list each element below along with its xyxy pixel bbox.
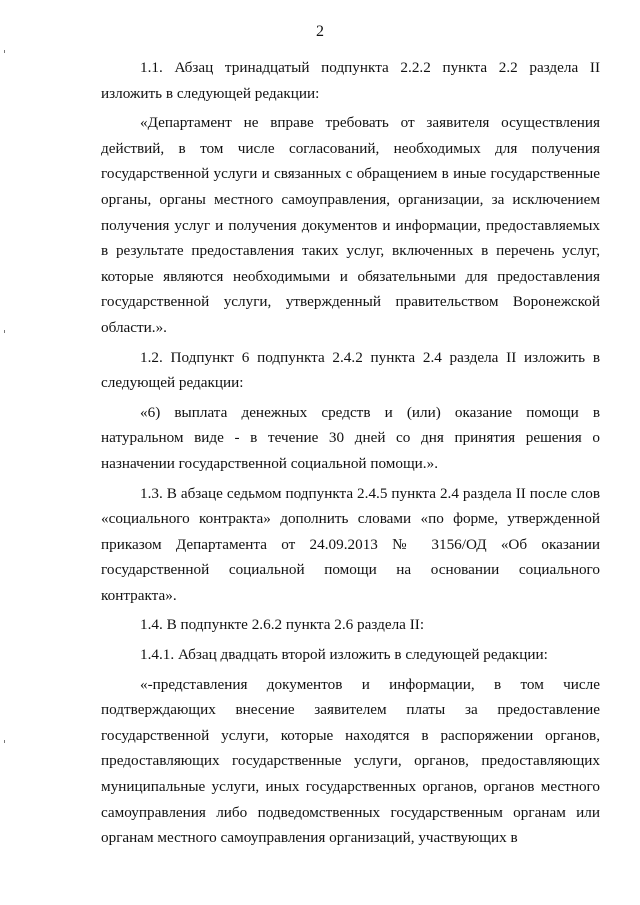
paragraph-1-4-1-quote: «-представления документов и информации, в том числе подтверждающих внесение заявителем платы за предоставление государственной услуги, которые находятся в распоряжении органов, предоставляющих государственные услуги, органов, предоставляющих муниципальные услуги, иных государственных органов, органов местного самоуправления либо подведомственных государственным органам или органам местного самоуправления организаций, участвующих в [101, 675, 600, 847]
paragraph-1-1-heading: 1.1. Абзац тринадцатый подпункта 2.2.2 пункта 2.2 раздела II изложить в следующей редакции: [101, 59, 600, 102]
scan-edge-mark [4, 740, 5, 743]
document-body [101, 55, 600, 855]
scan-edge-mark [4, 50, 5, 53]
paragraph-1-4-1: 1.4.1. Абзац двадцать второй изложить в следующей редакции: [140, 646, 548, 664]
page-number: 2 [316, 23, 324, 40]
scan-edge-mark [4, 330, 5, 333]
paragraph-1-3: 1.3. В абзаце седьмом подпункта 2.4.5 пункта 2.4 раздела II после слов «социального контракта» дополнить словами «по форме, утвержденной приказом Департамента от 24.09.2013 № 3156/ОД «Об оказании государственной социальной помощи на основании социального контракта». [101, 484, 600, 604]
paragraph-1-2-heading: 1.2. Подпункт 6 подпункта 2.4.2 пункта 2.4 раздела II изложить в следующей редакции: [101, 348, 600, 392]
paragraph-1-2-quote: «6) выплата денежных средств и (или) оказание помощи в натуральном виде - в течение 30 дней со дня принятия решения о назначении государственной социальной помощи.». [101, 403, 600, 472]
paragraph-1-1-quote: «Департамент не вправе требовать от заявителя осуществления действий, в том числе согласований, необходимых для получения государственной услуги и связанных с обращением в иные государственные органы, органы местного самоуправления, организации, за исключением получения услуг и получения документов и информации, предоставляемых в результате предоставления таких услуг, включенных в перечень услуг, которые являются необходимыми и обязательными для предоставления государственной услуги, утвержденный правительством Воронежской области.». [101, 114, 600, 336]
paragraph-1-4: 1.4. В подпункте 2.6.2 пункта 2.6 раздела II: [140, 616, 425, 634]
